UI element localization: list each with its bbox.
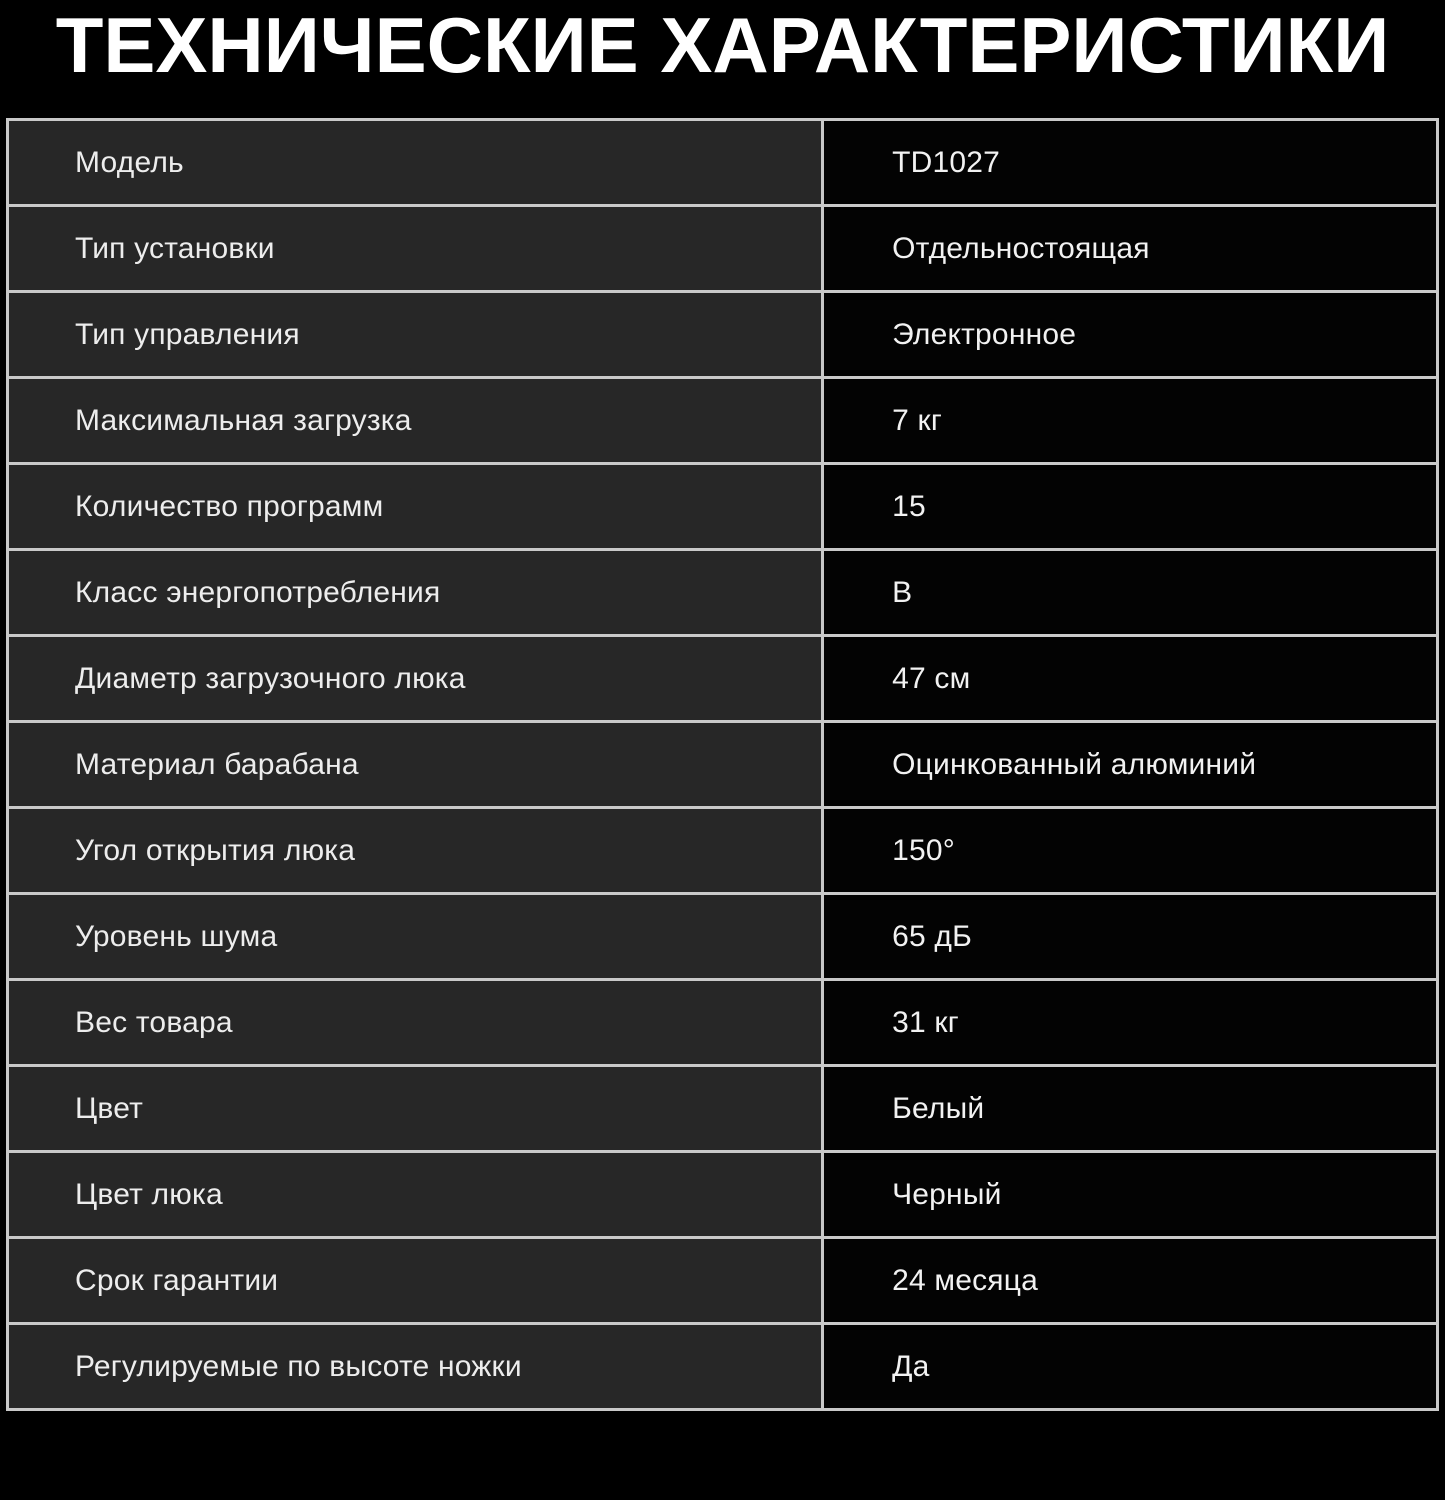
- spec-value: Да: [823, 1324, 1438, 1410]
- table-row: [8, 206, 1438, 292]
- spec-label: Тип установки: [8, 206, 823, 292]
- table-row: [8, 808, 1438, 894]
- spec-label: Регулируемые по высоте ножки: [8, 1324, 823, 1410]
- table-row: [8, 292, 1438, 378]
- spec-label: Уровень шума: [8, 894, 823, 980]
- table-row: [8, 378, 1438, 464]
- spec-value: 47 см: [823, 636, 1438, 722]
- spec-value: TD1027: [823, 120, 1438, 206]
- spec-value: 15: [823, 464, 1438, 550]
- spec-value: Белый: [823, 1066, 1438, 1152]
- spec-label: Диаметр загрузочного люка: [8, 636, 823, 722]
- table-row: [8, 120, 1438, 206]
- spec-value: 24 месяца: [823, 1238, 1438, 1324]
- table-row: [8, 894, 1438, 980]
- spec-value: Черный: [823, 1152, 1438, 1238]
- table-row: [8, 1152, 1438, 1238]
- spec-value: Отдельностоящая: [823, 206, 1438, 292]
- spec-value: 31 кг: [823, 980, 1438, 1066]
- table-row: [8, 722, 1438, 808]
- table-row: [8, 550, 1438, 636]
- spec-value: Электронное: [823, 292, 1438, 378]
- spec-label: Модель: [8, 120, 823, 206]
- spec-value: Оцинкованный алюминий: [823, 722, 1438, 808]
- spec-label: Количество программ: [8, 464, 823, 550]
- spec-label: Цвет люка: [8, 1152, 823, 1238]
- table-row: [8, 464, 1438, 550]
- spec-value: 150°: [823, 808, 1438, 894]
- spec-label: Материал барабана: [8, 722, 823, 808]
- spec-label: Максимальная загрузка: [8, 378, 823, 464]
- table-row: [8, 1238, 1438, 1324]
- table-row: [8, 636, 1438, 722]
- spec-value: 65 дБ: [823, 894, 1438, 980]
- spec-table: [6, 118, 1439, 1411]
- table-row: [8, 980, 1438, 1066]
- spec-label: Вес товара: [8, 980, 823, 1066]
- spec-label: Срок гарантии: [8, 1238, 823, 1324]
- table-row: [8, 1324, 1438, 1410]
- table-row: [8, 1066, 1438, 1152]
- spec-label: Угол открытия люка: [8, 808, 823, 894]
- page-title: ТЕХНИЧЕСКИЕ ХАРАКТЕРИСТИКИ: [55, 1, 1390, 89]
- spec-label: Тип управления: [8, 292, 823, 378]
- spec-label: Цвет: [8, 1066, 823, 1152]
- spec-value: 7 кг: [823, 378, 1438, 464]
- spec-label: Класс энергопотребления: [8, 550, 823, 636]
- spec-table-body: [8, 120, 1438, 1410]
- spec-value: B: [823, 550, 1438, 636]
